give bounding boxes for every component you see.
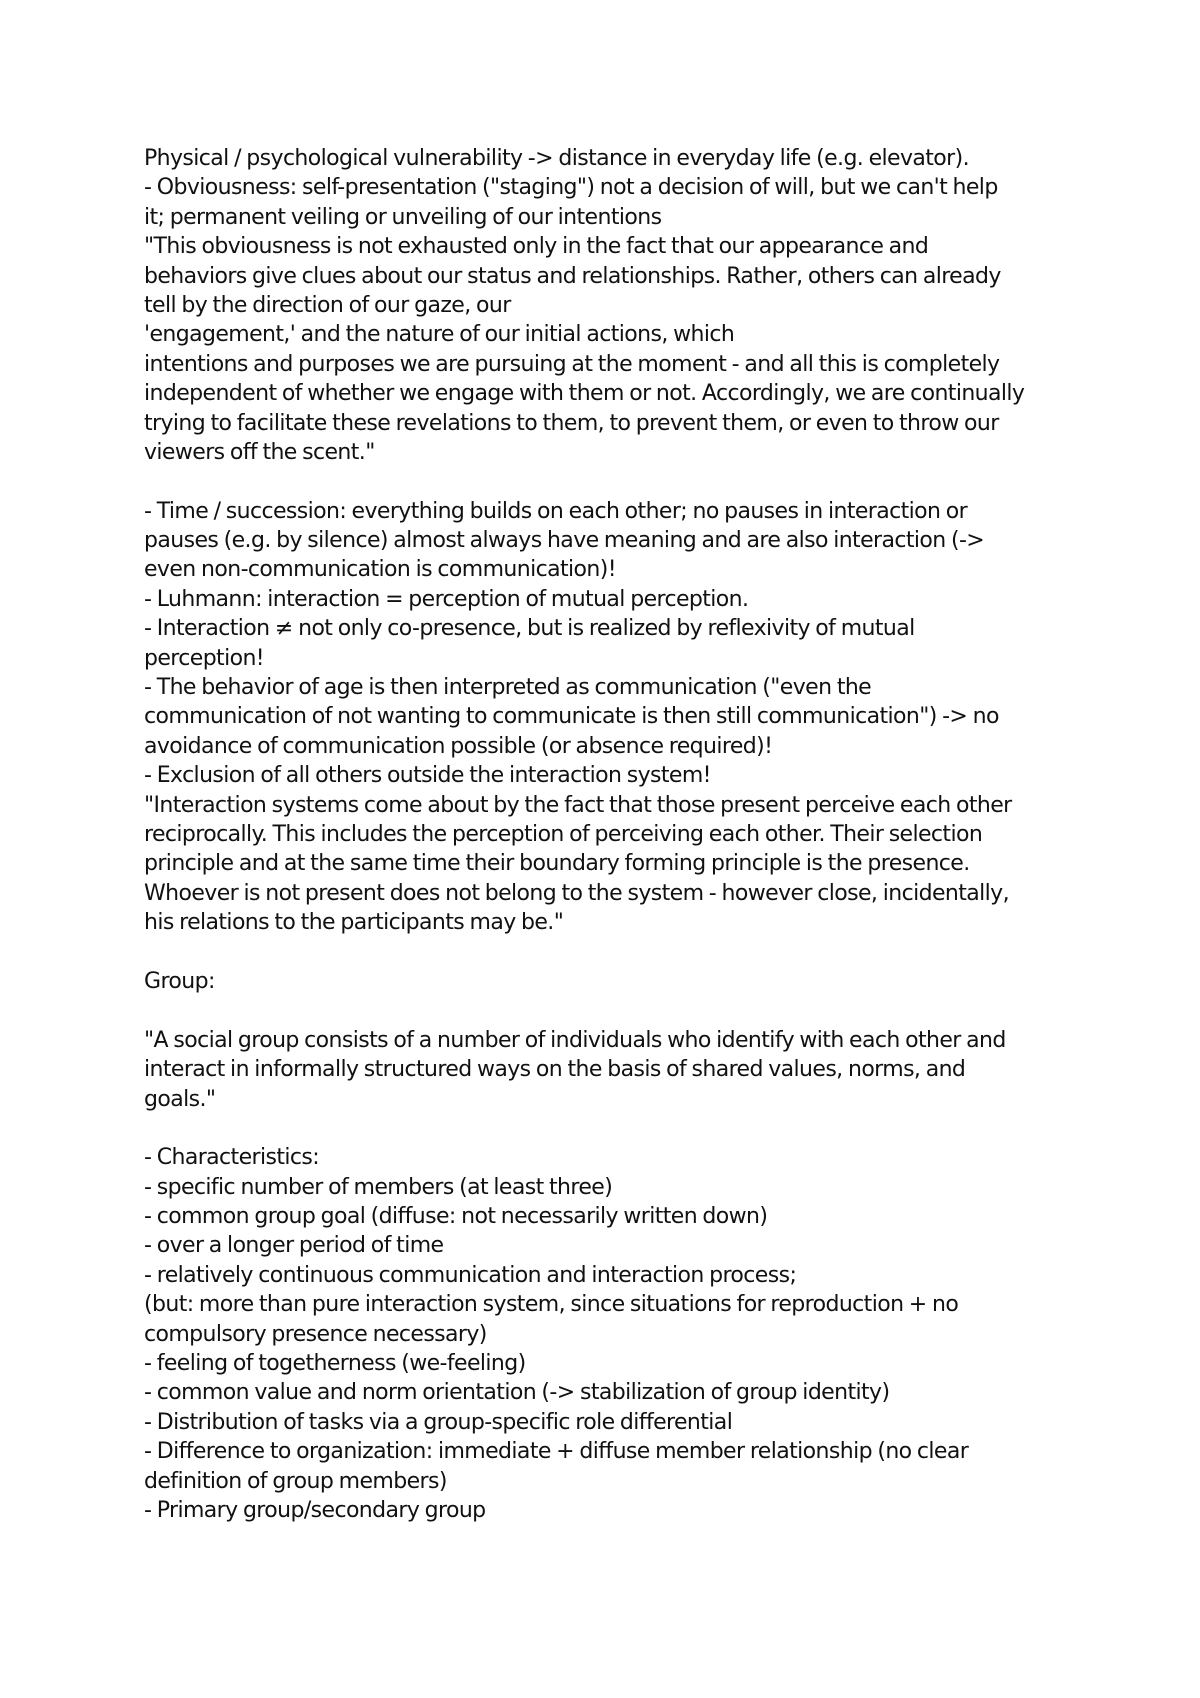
text-line: - Exclusion of all others outside the interaction system! <box>144 763 711 789</box>
text-line: communication of not wanting to communicate is then still communication") -> no <box>144 704 999 730</box>
document-body <box>144 144 1074 1525</box>
text-line: principle and at the same time their boundary forming principle is the presence. <box>144 851 970 877</box>
text-line: behaviors give clues about our status and relationships. Rather, others can already <box>144 263 1001 289</box>
text-line: his relations to the participants may be." <box>144 910 564 936</box>
text-line: perception! <box>144 645 265 671</box>
text-line: - The behavior of age is then interpreted as communication ("even the <box>144 675 872 701</box>
text-line: even non-communication is communication)! <box>144 557 616 583</box>
text-line: - common group goal (diffuse: not necessarily written down) <box>144 1204 768 1230</box>
text-line: Whoever is not present does not belong to the system - however close, incidentally, <box>144 880 1009 906</box>
text-line: - Characteristics: <box>144 1145 320 1171</box>
text-line: "This obviousness is not exhausted only in the fact that our appearance and <box>144 234 929 260</box>
text-line: avoidance of communication possible (or absence required)! <box>144 733 773 759</box>
text-line: intentions and purposes we are pursuing at the moment - and all this is completely <box>144 351 1000 377</box>
text-line: compulsory presence necessary) <box>144 1321 487 1347</box>
text-line: "A social group consists of a number of individuals who identify with each other and <box>144 1027 1006 1053</box>
text-line: Group: <box>144 968 215 994</box>
text-line: 'engagement,' and the nature of our initial actions, which <box>144 322 735 348</box>
blank-line <box>144 1114 1074 1143</box>
text-line: - Time / succession: everything builds on each other; no pauses in interaction or <box>144 498 968 524</box>
text-line: (but: more than pure interaction system, since situations for reproduction + no <box>144 1292 959 1318</box>
text-line: tell by the direction of our gaze, our <box>144 292 511 318</box>
text-line: - over a longer period of time <box>144 1233 444 1259</box>
text-line: "Interaction systems come about by the fact that those present perceive each other <box>144 792 1012 818</box>
text-line: - Luhmann: interaction = perception of mutual perception. <box>144 586 749 612</box>
text-line: - Interaction ≠ not only co-presence, but is realized by reflexivity of mutual <box>144 616 915 642</box>
text-line: - specific number of members (at least three) <box>144 1174 613 1200</box>
text-line: interact in informally structured ways on the basis of shared values, norms, and <box>144 1057 966 1083</box>
text-line: reciprocally. This includes the perception of perceiving each other. Their selection <box>144 821 983 847</box>
text-line: trying to facilitate these revelations to them, to prevent them, or even to throw our <box>144 410 999 436</box>
blank-line <box>144 467 1074 496</box>
text-line: independent of whether we engage with them or not. Accordingly, we are continually <box>144 381 1025 407</box>
blank-line <box>144 996 1074 1025</box>
blank-line <box>144 938 1074 967</box>
text-line: Physical / psychological vulnerability -> distance in everyday life (e.g. elevator). <box>144 146 969 171</box>
text-line: - feeling of togetherness (we-feeling) <box>144 1351 526 1377</box>
text-line: - relatively continuous communication and interaction process; <box>144 1262 797 1288</box>
text-line: - Primary group/secondary group <box>144 1497 486 1523</box>
text-line: - common value and norm orientation (-> stabilization of group identity) <box>144 1380 890 1406</box>
text-line: - Obviousness: self-presentation ("staging") not a decision of will, but we can't help <box>144 175 998 201</box>
text-line: goals." <box>144 1086 216 1112</box>
text-line: it; permanent veiling or unveiling of our intentions <box>144 204 662 230</box>
text-line: - Difference to organization: immediate + diffuse member relationship (no clear <box>144 1439 969 1465</box>
text-line: viewers off the scent." <box>144 439 375 465</box>
text-line: definition of group members) <box>144 1468 447 1494</box>
text-line: pauses (e.g. by silence) almost always have meaning and are also interaction (-> <box>144 528 985 554</box>
text-line: - Distribution of tasks via a group-specific role differential <box>144 1409 733 1435</box>
